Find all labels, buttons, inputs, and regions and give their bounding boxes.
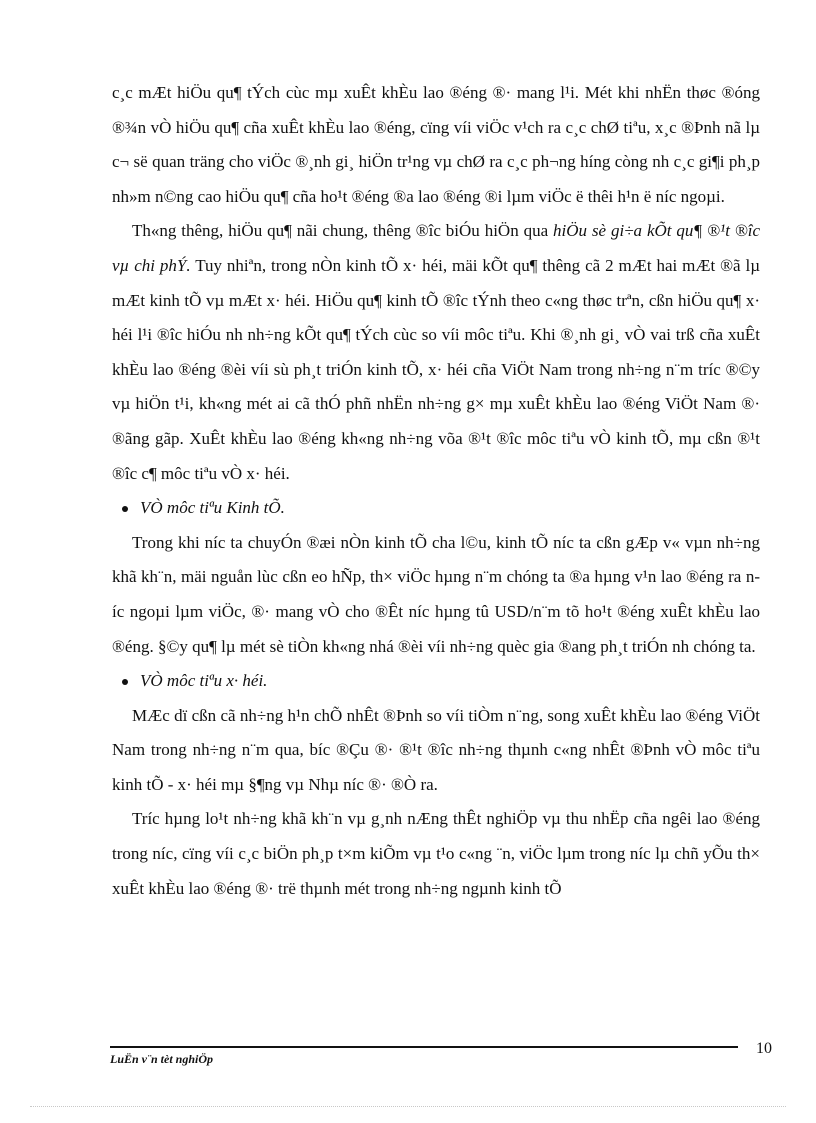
paragraph-2 (112, 214, 760, 491)
body-text (112, 76, 760, 906)
paragraph-1: c¸c mÆt hiÖu qu¶ tÝch cùc mµ xuÊt khÈu lao ®éng ®· mang l¹i. Mét khi nhËn thøc ®óng ®¾n vÒ hiÖu qu¶ cña xuÊt khÈu lao ®éng, cïng víi viÖc v¹ch ra c¸c chØ tiªu, x¸c ®Þnh nã lµ c¬ së quan träng cho viÖc ®¸nh gi¸ hiÖn tr¹ng vµ chØ ra c¸c ph¬ng híng còng nh c¸c gi¶i ph¸p nh»m n©ng cao hiÖu qu¶ cña ho¹t ®éng ®a lao ®éng ®i lµm viÖc ë thêi h¹n ë níc ngoµi. (112, 83, 760, 206)
bullet-economic-label: VÒ môc tiªu Kinh tÕ. (140, 498, 285, 518)
paragraph-2-italic: hiÖu sè gi÷a kÕt qu¶ ®¹t ®îc vµ chi phÝ. (112, 221, 760, 275)
paragraph-2-end: Tuy nhiªn, trong nÒn kinh tÕ x· héi, mäi kÕt qu¶ thêng cã 2 mÆt hai mÆt ®ã lµ mÆt kinh tÕ vµ mÆt x· héi. HiÖu qu¶ kinh tÕ ®îc tÝnh theo c«ng thøc trªn, cßn hiÖu qu¶ x· héi l¹i ®îc hiÓu nh nh÷ng kÕt qu¶ tÝch cùc so víi môc tiªu. Khi ®¸nh gi¸ vÒ vai trß cña xuÊt khÈu lao ®éng ®èi víi sù ph¸t triÓn kinh tÕ, x· héi cña ViÖt Nam trong nh÷ng n¨m tríc ®©y vµ hiÖn t¹i, kh«ng mét ai cã thÓ phñ nhËn nh÷ng g× mµ xuÊt khÈu lao ®éng ViÖt Nam ®· ®ãng gãp. XuÊt khÈu lao ®éng kh«ng nh÷ng võa ®¹t ®îc môc tiªu vÒ kinh tÕ, mµ cßn ®¹t ®îc c¶ môc tiªu vÒ x· héi. (112, 255, 760, 483)
page-edge-divider (30, 1106, 786, 1107)
footer-title: LuËn v¨n tèt nghiÖp (110, 1052, 214, 1066)
paragraph-4: MÆc dï cßn cã nh÷ng h¹n chÕ nhÊt ®Þnh so víi tiÒm n¨ng, song xuÊt khÈu lao ®éng ViÖt Nam trong nh÷ng n¨m qua, bíc ®Çu ®· ®¹t ®îc nh÷ng thµnh c«ng nhÊt ®Þnh vÒ môc tiªu kinh tÕ - x· héi mµ §¶ng vµ Nhµ níc ®· ®Ò ra. (112, 705, 760, 794)
paragraph-5: Tríc hµng lo¹t nh÷ng khã kh¨n vµ g¸nh nÆng thÊt nghiÖp vµ thu nhËp cña ngêi lao ®éng trong níc, cïng víi c¸c biÖn ph¸p t×m kiÕm vµ t¹o c«ng ¨n, viÖc lµm trong níc lµ chñ yÕu th× xuÊt khÈu lao ®éng ®· trë thµnh mét trong nh÷ng ngµnh kinh tÕ (112, 809, 760, 898)
paragraph-2-start: Th«ng thêng, hiÖu qu¶ nãi chung, thêng ®îc biÓu hiÖn qua (132, 221, 554, 241)
page-number: 10 (756, 1040, 772, 1057)
bullet-icon (122, 679, 128, 685)
bullet-social-label: VÒ môc tiªu x· héi. (140, 671, 268, 691)
paragraph-3: Trong khi níc ta chuyÓn ®æi nÒn kinh tÕ cha l©u, kinh tÕ níc ta cßn gÆp v« vµn nh÷ng khã kh¨n, mäi nguån lùc cßn eo hÑp, th× viÖc hµng n¨m chóng ta ®a hµng v¹n lao ®éng ra níc ngoµi lµm viÖc, ®· mang vÒ cho ®Êt níc hµng tû USD/n¨m tõ ho¹t ®éng xuÊt khÈu lao ®éng. §©y qu¶ lµ mét sè tiÒn kh«ng nhá ®èi víi nh÷ng quèc gia ®ang ph¸t triÓn nh chóng ta. (112, 532, 760, 656)
footer-divider (110, 1046, 738, 1048)
bullet-icon (122, 506, 128, 512)
bullet-social-goal (112, 664, 760, 699)
bullet-economic-goal (112, 491, 760, 526)
